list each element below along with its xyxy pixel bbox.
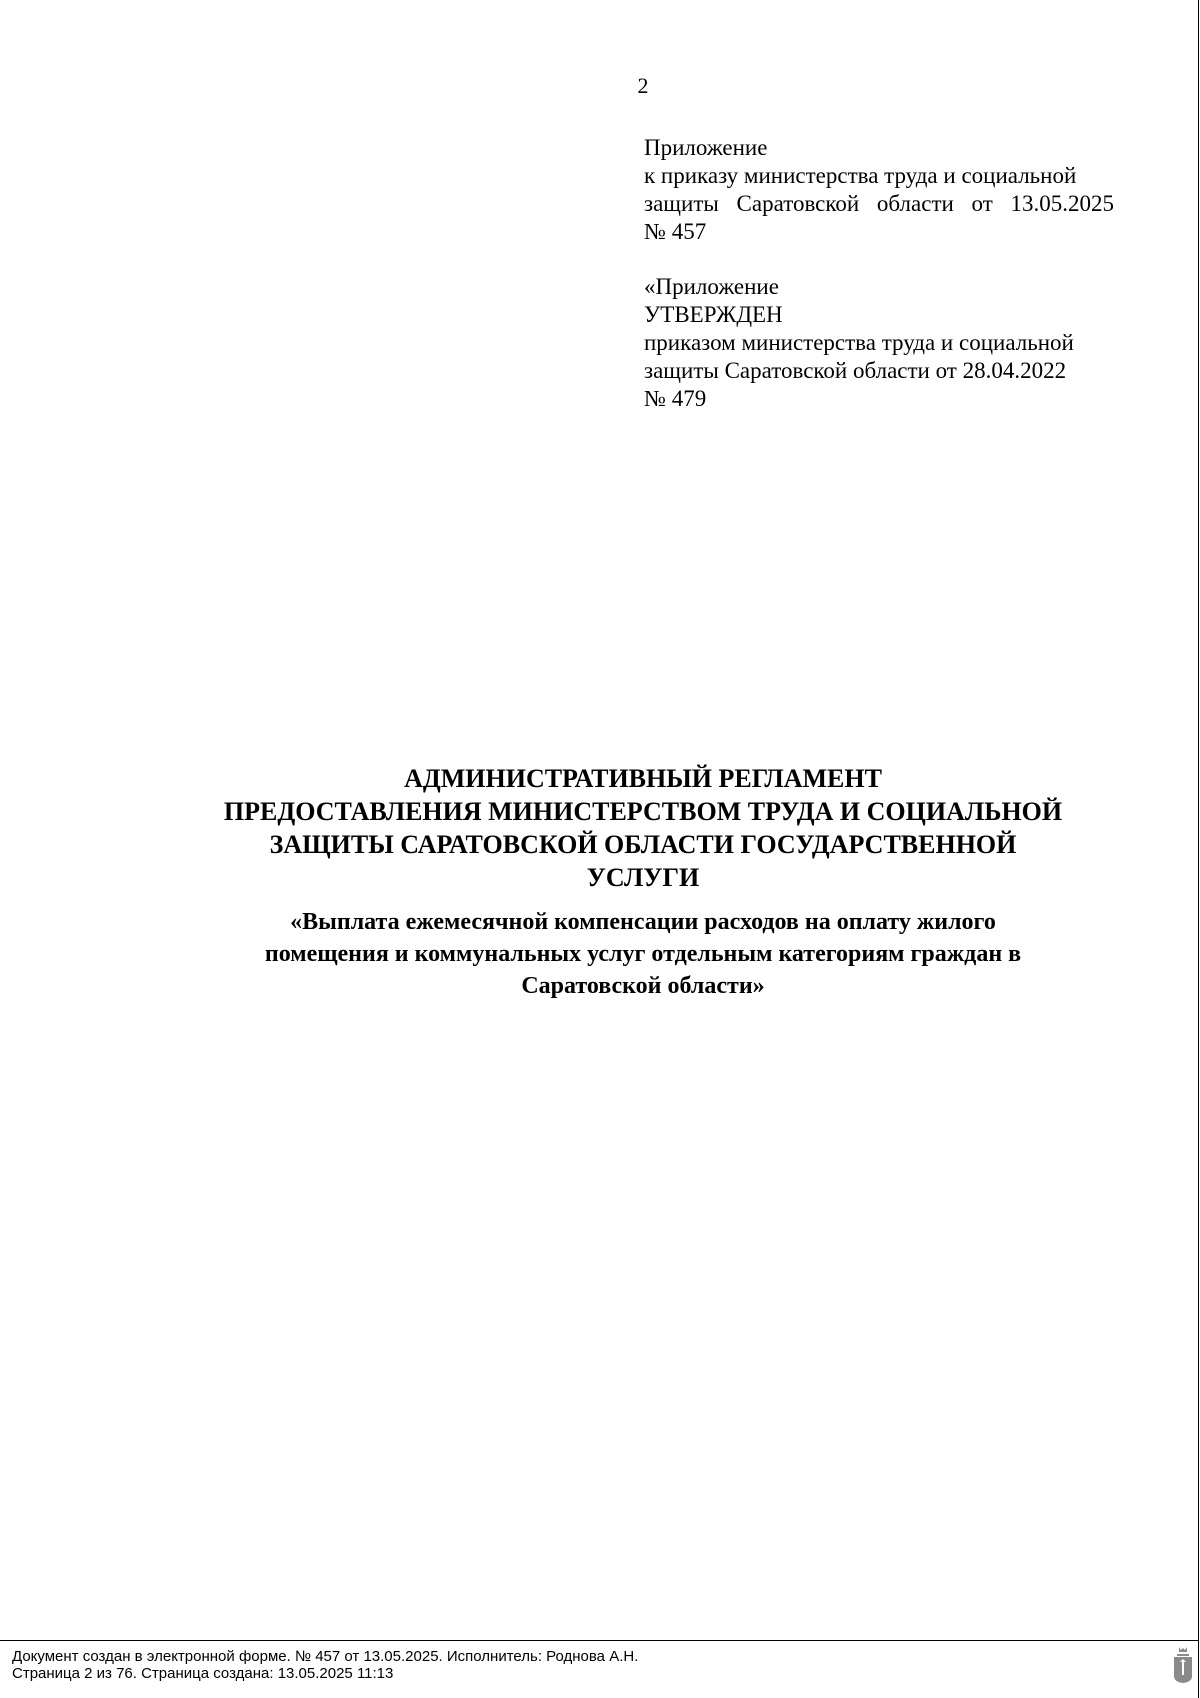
appendix-line: Приложение (644, 135, 768, 160)
page-number: 2 (637, 73, 649, 98)
regulation-title (150, 762, 1136, 894)
service-name-line: «Выплата ежемесячной компенсации расходов на оплату жилого (290, 909, 996, 935)
title-line: ПРЕДОСТАВЛЕНИЯ МИНИСТЕРСТВОМ ТРУДА И СОЦИАЛЬНОЙ (223, 797, 1063, 826)
appendix-line: приказом министерства труда и социальной (644, 330, 1074, 355)
appendix-line: к приказу министерства труда и социальной (644, 163, 1077, 188)
appendix-line: защиты Саратовской области от 28.04.2022 (644, 358, 1067, 383)
appendix-line: № 479 (644, 386, 707, 411)
approval-stamp-text: УТВЕРЖДЕН (644, 302, 783, 327)
footer-page-info: Страница 2 из 76. Страница создана: 13.05.2025 11:13 (12, 1665, 394, 1682)
footer-divider (0, 1640, 1198, 1641)
title-line: ЗАЩИТЫ САРАТОВСКОЙ ОБЛАСТИ ГОСУДАРСТВЕННОЙ (269, 830, 1017, 859)
document-footer (12, 1648, 638, 1682)
coat-of-arms-icon (1173, 1646, 1193, 1684)
footer-document-info: Документ создан в электронной форме. № 457 от 13.05.2025. Исполнитель: Роднова А.Н. (12, 1648, 639, 1665)
service-name-line: Саратовской области» (521, 973, 765, 999)
title-line: АДМИНИСТРАТИВНЫЙ РЕГЛАМЕНТ (404, 764, 882, 793)
service-name-line: помещения и коммунальных услуг отдельным категориям граждан в (264, 941, 1022, 967)
appendix-line: № 457 (644, 219, 707, 244)
service-name (150, 906, 1136, 1002)
appendix-line: «Приложение (644, 274, 779, 299)
page-edge (1198, 0, 1199, 1698)
appendix-current-order (644, 134, 1114, 246)
appendix-original-order (644, 273, 1114, 413)
title-line: УСЛУГИ (586, 863, 700, 892)
appendix-line: защиты Саратовской области от 13.05.2025 (644, 191, 1114, 216)
